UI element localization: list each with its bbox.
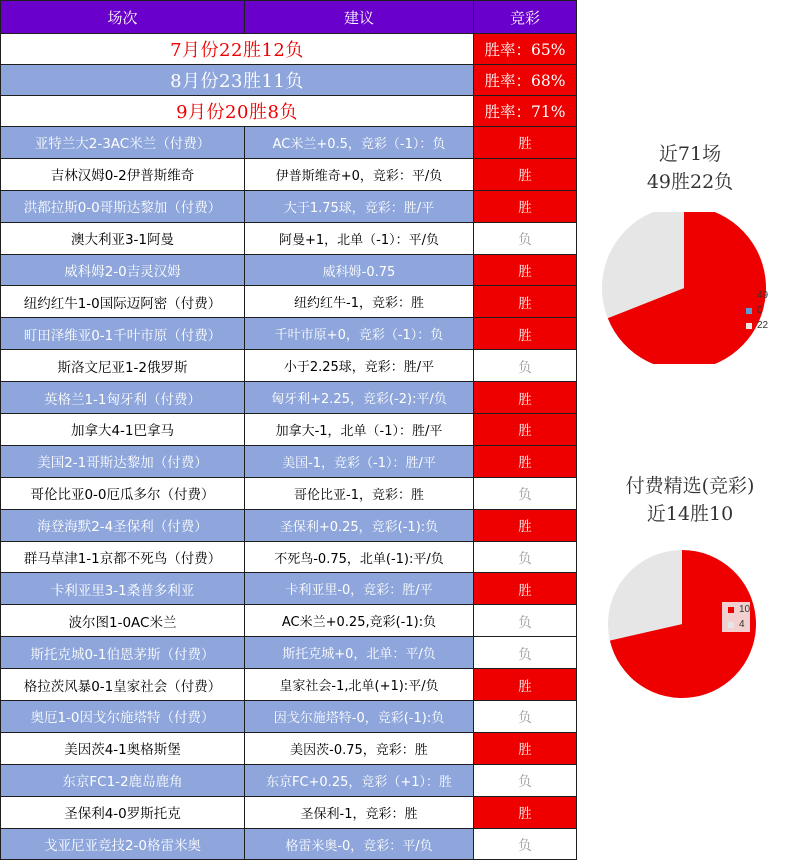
header-lottery: 竞彩 bbox=[474, 1, 577, 34]
advice-cell: AC米兰+0.25,竞彩(-1):负 bbox=[245, 605, 474, 637]
result-cell: 胜 bbox=[474, 414, 577, 446]
overall-pie-legend bbox=[740, 288, 768, 333]
result-cell: 负 bbox=[474, 605, 577, 637]
monthly-summary-row bbox=[1, 96, 577, 127]
overall-chart-panel bbox=[580, 140, 800, 410]
legend-swatch bbox=[746, 323, 752, 329]
table-row bbox=[1, 222, 577, 254]
table-row bbox=[1, 382, 577, 414]
match-cell: 纽约红牛1-0国际迈阿密（付费） bbox=[1, 286, 245, 318]
paid-chart-panel bbox=[580, 472, 800, 712]
result-cell: 负 bbox=[474, 222, 577, 254]
table-row bbox=[1, 158, 577, 190]
advice-cell: 卡利亚里-0，竞彩：胜/平 bbox=[245, 573, 474, 605]
advice-cell: 威科姆-0.75 bbox=[245, 254, 474, 286]
legend-swatch bbox=[746, 308, 752, 314]
match-cell: 戈亚尼亚竞技2-0格雷米奥 bbox=[1, 828, 245, 860]
advice-cell: 美国-1，竞彩（-1）：胜/平 bbox=[245, 445, 474, 477]
monthly-summary-row bbox=[1, 65, 577, 96]
header-advice: 建议 bbox=[245, 1, 474, 34]
paid-chart-title-line2: 近14胜10 bbox=[646, 503, 734, 525]
result-cell: 负 bbox=[474, 637, 577, 669]
match-cell: 斯洛文尼亚1-2俄罗斯 bbox=[1, 350, 245, 382]
match-cell: 哥伦比亚0-0厄瓜多尔（付费） bbox=[1, 477, 245, 509]
result-cell: 胜 bbox=[474, 732, 577, 764]
match-cell: 町田泽维亚0-1千叶市原（付费） bbox=[1, 318, 245, 350]
legend-entry bbox=[722, 602, 750, 617]
table-row bbox=[1, 254, 577, 286]
table-row bbox=[1, 828, 577, 860]
table-row bbox=[1, 701, 577, 733]
monthly-summary-text: 9月份20胜8负 bbox=[1, 96, 474, 127]
result-cell: 胜 bbox=[474, 669, 577, 701]
result-cell: 负 bbox=[474, 764, 577, 796]
table-row bbox=[1, 318, 577, 350]
advice-cell: 因戈尔施塔特-0，竞彩(-1):负 bbox=[245, 701, 474, 733]
advice-cell: 伊普斯维奇+0，竞彩：平/负 bbox=[245, 158, 474, 190]
match-cell: 卡利亚里3-1桑普多利亚 bbox=[1, 573, 245, 605]
result-cell: 胜 bbox=[474, 286, 577, 318]
match-cell: 加拿大4-1巴拿马 bbox=[1, 414, 245, 446]
advice-cell: AC米兰+0.5，竞彩（-1）：负 bbox=[245, 127, 474, 159]
result-cell: 胜 bbox=[474, 382, 577, 414]
result-cell: 胜 bbox=[474, 190, 577, 222]
result-cell: 胜 bbox=[474, 445, 577, 477]
advice-cell: 大于1.75球，竞彩：胜/平 bbox=[245, 190, 474, 222]
result-cell: 负 bbox=[474, 477, 577, 509]
advice-cell: 圣保利+0.25，竞彩(-1):负 bbox=[245, 509, 474, 541]
overall-chart-title-line2: 49胜22负 bbox=[646, 171, 734, 193]
match-cell: 海登海默2-4圣保利（付费） bbox=[1, 509, 245, 541]
table-row bbox=[1, 732, 577, 764]
table-row bbox=[1, 605, 577, 637]
match-cell: 美因茨4-1奥格斯堡 bbox=[1, 732, 245, 764]
advice-cell: 美因茨-0.75，竞彩：胜 bbox=[245, 732, 474, 764]
match-cell: 吉林汉姆0-2伊普斯维奇 bbox=[1, 158, 245, 190]
advice-cell: 东京FC+0.25，竞彩（+1）：胜 bbox=[245, 764, 474, 796]
legend-entry bbox=[740, 303, 768, 318]
advice-cell: 皇家社会-1,北单(+1):平/负 bbox=[245, 669, 474, 701]
result-cell: 胜 bbox=[474, 573, 577, 605]
result-cell: 胜 bbox=[474, 509, 577, 541]
match-cell: 波尔图1-0AC米兰 bbox=[1, 605, 245, 637]
table-row bbox=[1, 764, 577, 796]
match-cell: 奥厄1-0因戈尔施塔特（付费） bbox=[1, 701, 245, 733]
legend-entry bbox=[722, 617, 750, 632]
paid-chart-title bbox=[580, 472, 800, 528]
match-cell: 斯托克城0-1伯恩茅斯（付费） bbox=[1, 637, 245, 669]
monthly-win-rate: 胜率：65% bbox=[474, 34, 577, 65]
result-cell: 负 bbox=[474, 350, 577, 382]
legend-swatch bbox=[728, 607, 734, 613]
match-cell: 美国2-1哥斯达黎加（付费） bbox=[1, 445, 245, 477]
match-cell: 格拉茨风暴0-1皇家社会（付费） bbox=[1, 669, 245, 701]
result-cell: 负 bbox=[474, 828, 577, 860]
match-cell: 亚特兰大2-3AC米兰（付费） bbox=[1, 127, 245, 159]
result-cell: 负 bbox=[474, 541, 577, 573]
table-row bbox=[1, 541, 577, 573]
legend-label: 22 bbox=[757, 320, 769, 331]
advice-cell: 小于2.25球，竞彩：胜/平 bbox=[245, 350, 474, 382]
legend-entry bbox=[740, 318, 768, 333]
table-row bbox=[1, 477, 577, 509]
match-cell: 威科姆2-0吉灵汉姆 bbox=[1, 254, 245, 286]
legend-swatch bbox=[728, 622, 734, 628]
monthly-win-rate: 胜率：68% bbox=[474, 65, 577, 96]
advice-cell: 匈牙利+2.25，竞彩(-2):平/负 bbox=[245, 382, 474, 414]
header-row bbox=[1, 1, 577, 34]
table-row bbox=[1, 190, 577, 222]
table-row bbox=[1, 669, 577, 701]
legend-label: 49 bbox=[757, 290, 769, 301]
table-row bbox=[1, 637, 577, 669]
legend-entry bbox=[740, 288, 768, 303]
advice-cell: 纽约红牛-1，竞彩：胜 bbox=[245, 286, 474, 318]
match-cell: 澳大利亚3-1阿曼 bbox=[1, 222, 245, 254]
paid-pie-legend bbox=[722, 602, 750, 632]
match-cell: 圣保利4-0罗斯托克 bbox=[1, 796, 245, 828]
match-cell: 洪都拉斯0-0哥斯达黎加（付费） bbox=[1, 190, 245, 222]
match-cell: 英格兰1-1匈牙利（付费） bbox=[1, 382, 245, 414]
result-cell: 胜 bbox=[474, 127, 577, 159]
table-row bbox=[1, 445, 577, 477]
advice-cell: 哥伦比亚-1，竞彩：胜 bbox=[245, 477, 474, 509]
legend-label: 0 bbox=[757, 305, 763, 316]
result-cell: 胜 bbox=[474, 796, 577, 828]
legend-label: 4 bbox=[739, 619, 745, 630]
advice-cell: 阿曼+1，北单（-1）：平/负 bbox=[245, 222, 474, 254]
table-row bbox=[1, 414, 577, 446]
legend-label: 10 bbox=[739, 604, 751, 615]
result-cell: 胜 bbox=[474, 318, 577, 350]
advice-cell: 圣保利-1，竞彩：胜 bbox=[245, 796, 474, 828]
overall-chart-title bbox=[580, 140, 800, 196]
advice-cell: 千叶市原+0，竞彩（-1）：负 bbox=[245, 318, 474, 350]
overall-chart-title-line1: 近71场 bbox=[658, 143, 722, 165]
header-match: 场次 bbox=[1, 1, 245, 34]
paid-chart-title-line1: 付费精选(竞彩) bbox=[625, 475, 755, 497]
result-cell: 负 bbox=[474, 701, 577, 733]
advice-cell: 加拿大-1，北单（-1）：胜/平 bbox=[245, 414, 474, 446]
advice-cell: 格雷米奥-0，竞彩：平/负 bbox=[245, 828, 474, 860]
table-row bbox=[1, 127, 577, 159]
legend-swatch bbox=[746, 293, 752, 299]
table-row bbox=[1, 796, 577, 828]
result-cell: 胜 bbox=[474, 254, 577, 286]
advice-cell: 斯托克城+0，北单：平/负 bbox=[245, 637, 474, 669]
advice-cell: 不死鸟-0.75，北单(-1):平/负 bbox=[245, 541, 474, 573]
table-row bbox=[1, 350, 577, 382]
monthly-win-rate: 胜率：71% bbox=[474, 96, 577, 127]
monthly-summary-text: 7月份22胜12负 bbox=[1, 34, 474, 65]
monthly-summary-text: 8月份23胜11负 bbox=[1, 65, 474, 96]
table-row bbox=[1, 573, 577, 605]
match-cell: 东京FC1-2鹿岛鹿角 bbox=[1, 764, 245, 796]
result-cell: 胜 bbox=[474, 158, 577, 190]
match-cell: 群马草津1-1京都不死鸟（付费） bbox=[1, 541, 245, 573]
monthly-summary-row bbox=[1, 34, 577, 65]
table-row bbox=[1, 286, 577, 318]
table-row bbox=[1, 509, 577, 541]
